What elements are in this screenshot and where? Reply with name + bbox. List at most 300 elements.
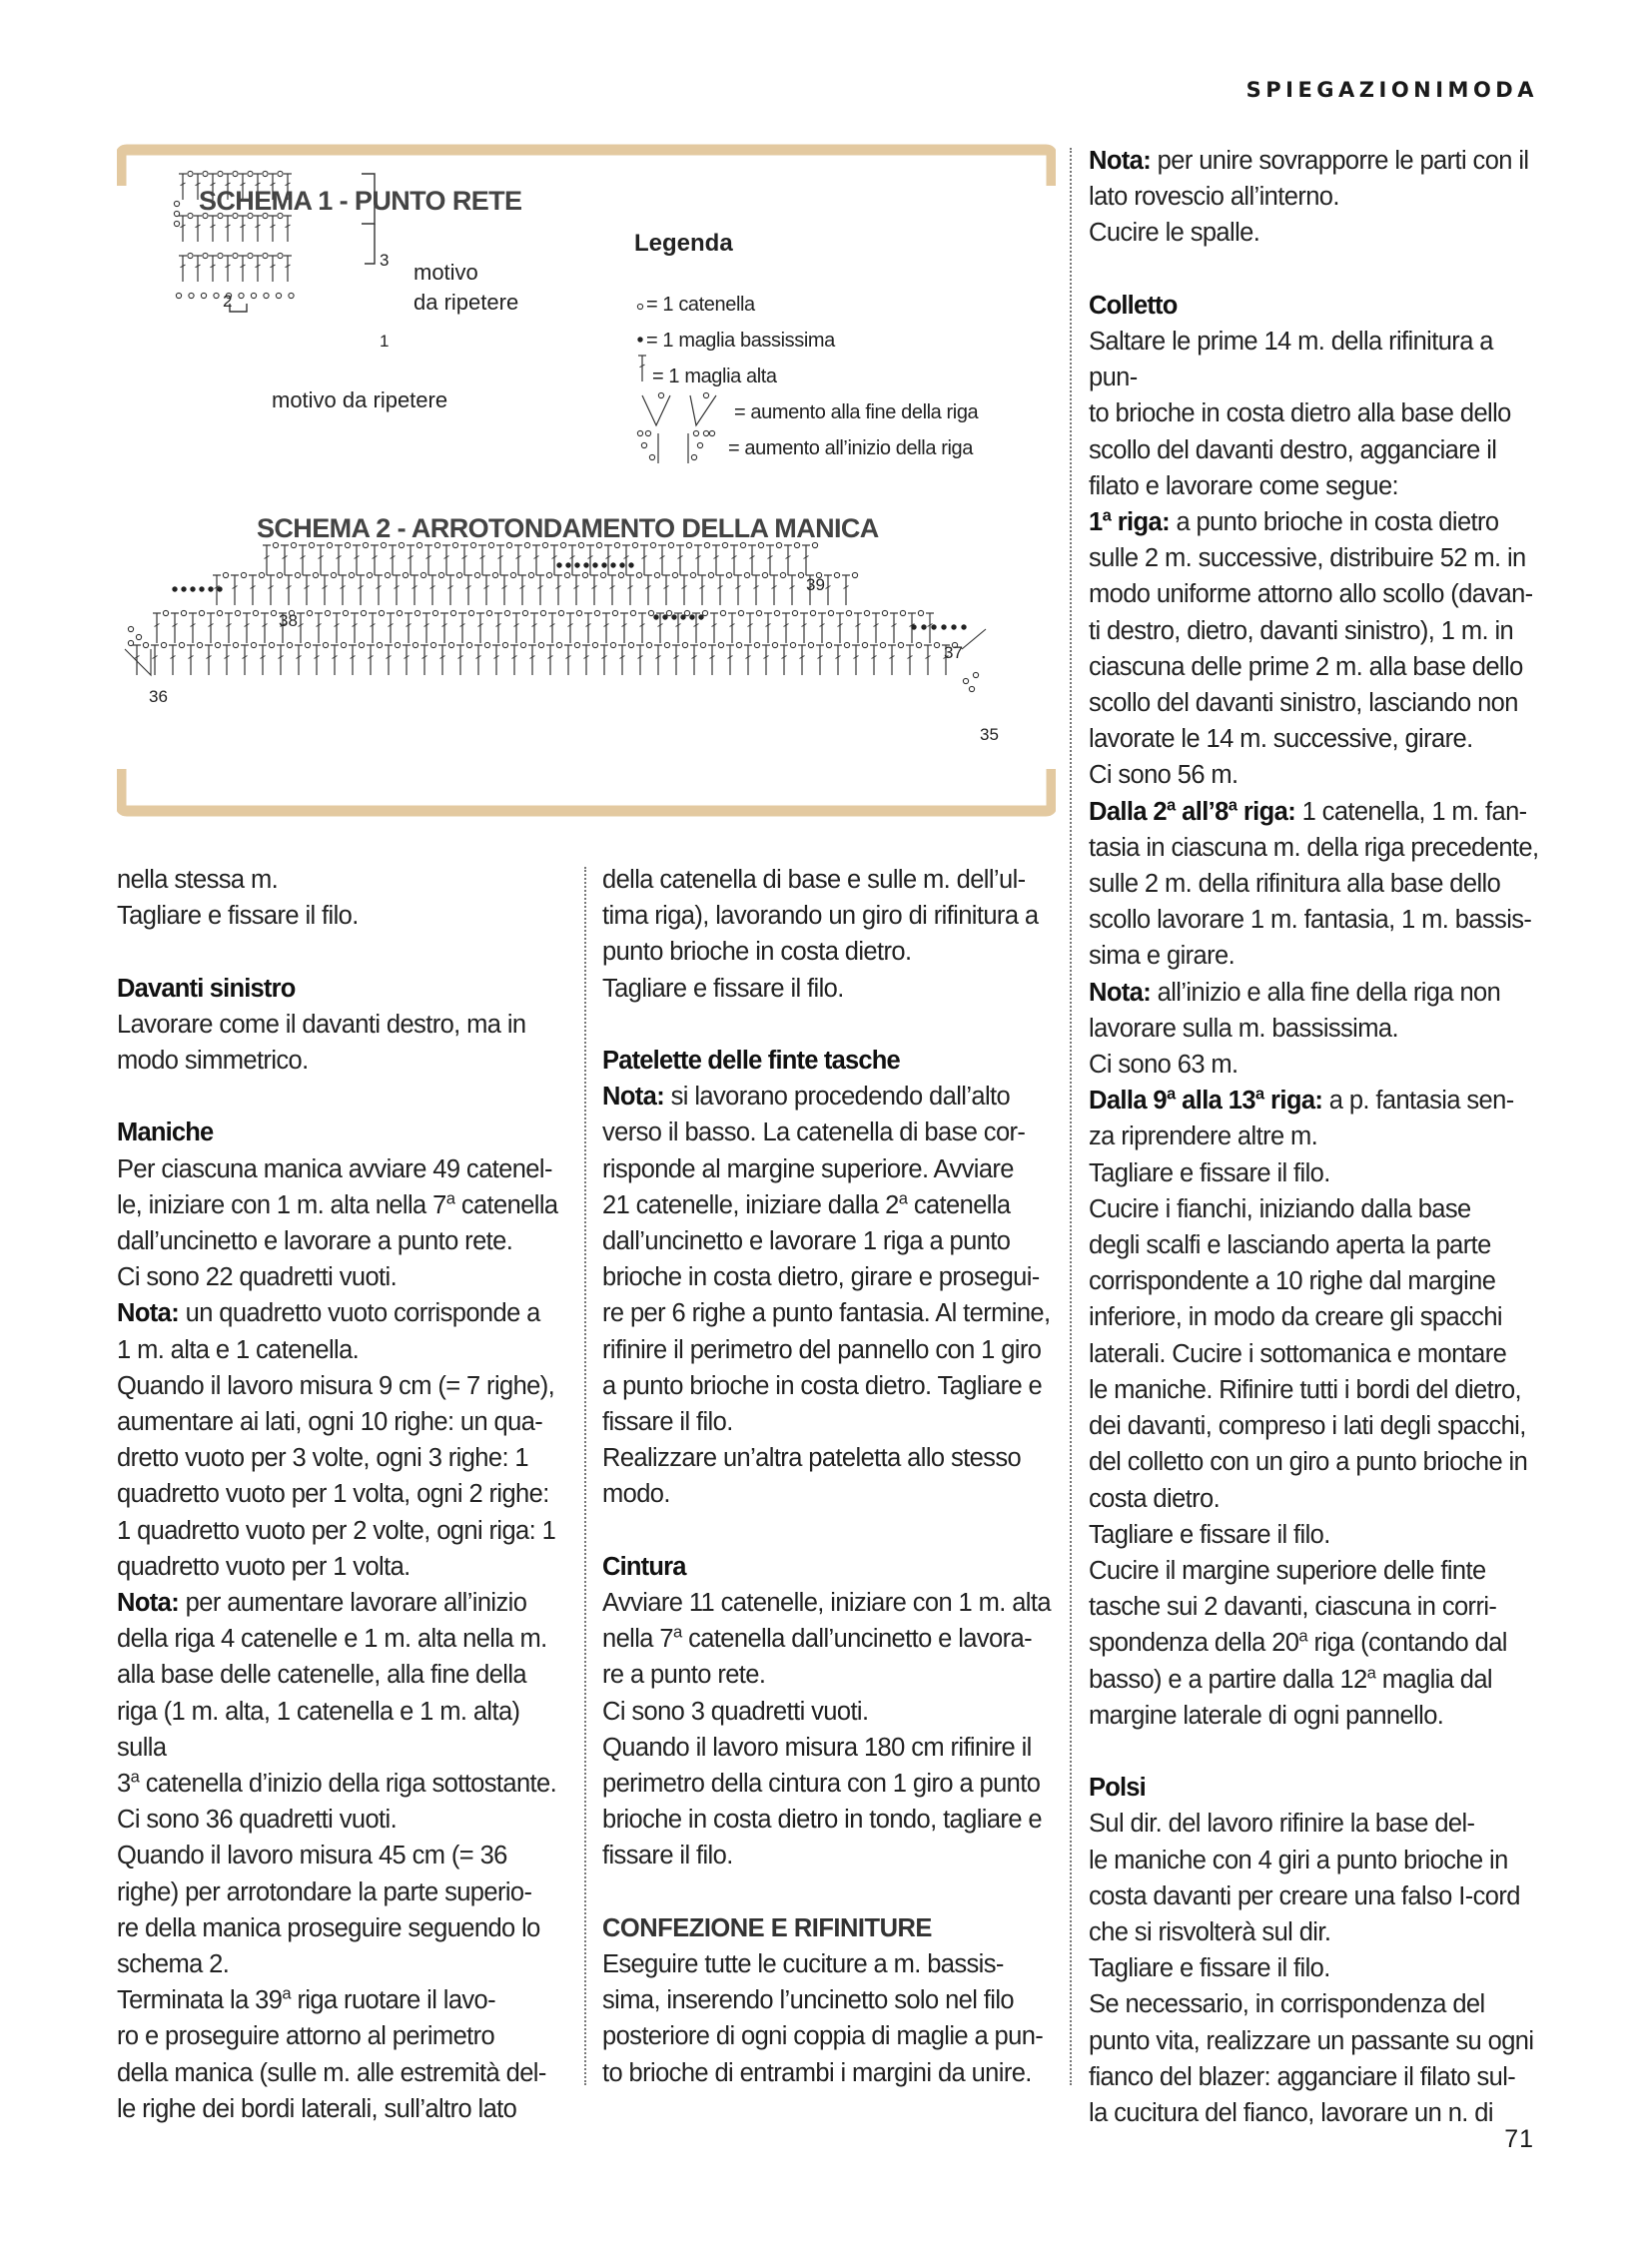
schema2-row-39: 39	[806, 575, 825, 594]
text-line: Cucire le spalle.	[1089, 219, 1260, 248]
double-crochet-symbol	[207, 613, 215, 643]
legend-item-alta: = 1 maglia alta	[652, 366, 777, 387]
text-line: tasia in ciascuna m. della riga precedente,	[1089, 833, 1539, 862]
chain-stitch-symbol	[343, 610, 348, 615]
slip-stitch-symbol	[583, 562, 588, 567]
slip-stitch-symbol	[689, 614, 694, 619]
chain-stitch-symbol	[738, 610, 743, 615]
chain-stitch-symbol	[379, 610, 384, 615]
chain-stitch-symbol	[540, 610, 545, 615]
double-crochet-symbol	[654, 645, 662, 675]
chain-stitch-symbol	[323, 642, 328, 647]
double-crochet-symbol	[618, 645, 626, 675]
text-line: rifinire il perimetro del pannello con 1 giro	[602, 1335, 1042, 1364]
chain-stitch-symbol	[233, 253, 238, 258]
double-crochet-symbol	[708, 645, 716, 675]
paragraph-gap	[1089, 252, 1540, 288]
text-line: Terminata la 39$^a$ riga ruotare il lavo-	[117, 1983, 496, 2015]
paragraph-gap	[117, 1079, 568, 1115]
chain-stitch-symbol	[810, 610, 815, 615]
double-crochet-symbol	[834, 645, 842, 675]
double-crochet-symbol	[351, 613, 359, 643]
chain-stitch-symbol	[649, 454, 654, 459]
text-line: le maniche. Rifinire tutti i bordi del dietro,	[1089, 1375, 1522, 1404]
text-line: Tagliare e fissare il filo.	[117, 902, 359, 931]
text-line: Nota: all’inizio e alla fine della riga non	[1089, 978, 1501, 1007]
chain-stitch-symbol	[188, 171, 193, 176]
double-crochet-symbol	[241, 645, 249, 675]
chain-stitch-symbol	[682, 642, 687, 647]
chain-stitch-symbol	[432, 610, 437, 615]
chain-stitch-symbol	[637, 304, 642, 309]
text-line: lavorate le 14 m. successive, girare.	[1089, 725, 1473, 754]
text-line: scollo del davanti sinistro, lasciando non	[1089, 689, 1518, 718]
double-crochet-symbol	[205, 645, 213, 675]
text-column-3	[1089, 143, 1540, 2131]
double-crochet-symbol	[710, 613, 718, 643]
text-line: Lavorare come il davanti destro, ma in	[117, 1010, 526, 1039]
slip-stitch-symbol	[601, 562, 606, 567]
chain-stitch-symbol	[790, 642, 795, 647]
double-crochet-symbol	[608, 575, 616, 605]
double-crochet-symbol	[151, 645, 159, 675]
double-crochet-symbol	[602, 613, 610, 643]
double-crochet-symbol	[187, 645, 195, 675]
double-crochet-symbol	[339, 575, 347, 605]
text-line: Quando il lavoro misura 180 cm rifinire il	[602, 1733, 1032, 1762]
text-line: basso) e a partire dalla 12$^a$ maglia dal	[1089, 1663, 1492, 1694]
double-crochet-symbol	[640, 545, 648, 575]
paragraph-gap	[602, 1007, 1054, 1043]
double-crochet-symbol	[259, 645, 267, 675]
double-crochet-symbol	[752, 575, 760, 605]
chain-stitch-symbol	[556, 642, 561, 647]
chain-stitch-symbol	[756, 610, 761, 615]
text-line: ro e proseguire attorno al perimetro	[117, 2022, 495, 2051]
chain-stitch-symbol	[641, 442, 646, 447]
chain-stitch-symbol	[341, 642, 346, 647]
chain-stitch-symbol	[259, 572, 264, 577]
chain-stitch-symbol	[403, 572, 408, 577]
double-crochet-symbol	[870, 645, 878, 675]
double-crochet-symbol	[730, 545, 738, 575]
schema1-da-ripetere-label: da ripetere	[413, 290, 519, 315]
chain-stitch-symbol	[188, 213, 193, 218]
chain-stitch-symbol	[916, 642, 921, 647]
double-crochet-symbol	[460, 545, 468, 575]
schema2-row-38: 38	[279, 611, 298, 630]
chain-stitch-symbol	[264, 293, 269, 298]
double-crochet-symbol	[389, 545, 397, 575]
double-crochet-symbol	[662, 575, 670, 605]
double-crochet-symbol	[852, 645, 860, 675]
chain-stitch-symbol	[648, 610, 653, 615]
double-crochet-symbol	[269, 216, 277, 242]
chain-stitch-symbol	[287, 642, 292, 647]
double-crochet-symbol	[658, 545, 666, 575]
double-crochet-symbol	[906, 645, 914, 675]
chain-stitch-symbol	[558, 610, 563, 615]
chain-stitch-symbol	[430, 642, 435, 647]
double-crochet-symbol	[638, 613, 646, 643]
double-crochet-symbol	[428, 575, 436, 605]
double-crochet-symbol	[532, 545, 540, 575]
text-line: costa dietro.	[1089, 1484, 1221, 1513]
slip-stitch-symbol	[610, 562, 615, 567]
schema1-row-1: 1	[380, 332, 390, 351]
chain-stitch-symbol	[772, 642, 777, 647]
double-crochet-symbol	[225, 613, 233, 643]
text-line: a punto brioche in costa dietro. Tagliare e	[602, 1371, 1043, 1400]
text-line: riga (1 m. alta, 1 catenella e 1 m. alta) sulla	[117, 1697, 520, 1762]
section-heading: CONFEZIONE E RIFINITURE	[602, 1913, 932, 1942]
double-crochet-symbol	[816, 645, 824, 675]
increase-start-symbol	[637, 430, 714, 463]
double-crochet-symbol	[510, 645, 518, 675]
double-crochet-symbol	[297, 613, 305, 643]
slip-stitch-symbol	[619, 562, 624, 567]
chain-stitch-symbol	[251, 293, 256, 298]
chain-stitch-symbol	[486, 610, 491, 615]
chain-stitch-symbol	[278, 171, 283, 176]
double-crochet-symbol	[518, 575, 526, 605]
double-crochet-symbol	[572, 575, 580, 605]
text-line: aumentare ai lati, ogni 10 righe: un qua-	[117, 1408, 543, 1437]
double-crochet-symbol	[403, 645, 411, 675]
text-line: Quando il lavoro misura 45 cm (= 36	[117, 1842, 507, 1870]
chain-stitch-symbol	[522, 610, 527, 615]
double-crochet-symbol	[638, 356, 646, 381]
double-crochet-symbol	[424, 545, 432, 575]
chain-stitch-symbol	[898, 642, 903, 647]
text-line: Saltare le prime 14 m. della rifinitura a pun-	[1089, 328, 1493, 392]
chain-stitch-symbol	[468, 610, 473, 615]
chain-stitch-symbol	[450, 610, 455, 615]
slip-stitch-symbol	[574, 562, 579, 567]
double-crochet-symbol	[788, 575, 796, 605]
double-crochet-symbol	[284, 216, 292, 242]
double-crochet-symbol	[194, 216, 202, 242]
chain-stitch-symbol	[197, 642, 202, 647]
double-crochet-symbol	[802, 545, 810, 575]
chain-stitch-symbol	[664, 642, 669, 647]
double-crochet-symbol	[456, 645, 464, 675]
double-crochet-symbol	[680, 575, 688, 605]
chain-stitch-symbol	[313, 572, 318, 577]
double-crochet-symbol	[209, 216, 217, 242]
chain-stitch-symbol	[349, 572, 354, 577]
double-crochet-symbol	[924, 645, 932, 675]
double-crochet-symbol	[780, 645, 788, 675]
text-line: Tagliare e fissare il filo.	[602, 974, 844, 1003]
chain-stitch-symbol	[510, 572, 515, 577]
text-line: schema 2.	[117, 1950, 230, 1979]
double-crochet-symbol	[285, 575, 293, 605]
text-line: fianco del blazer: agganciare il filato sul-	[1089, 2062, 1516, 2091]
double-crochet-symbol	[798, 645, 806, 675]
text-line: Cucire i fianchi, iniziando dalla base	[1089, 1194, 1471, 1223]
chain-stitch-symbol	[414, 610, 419, 615]
double-crochet-symbol	[267, 575, 275, 605]
double-crochet-symbol	[440, 613, 448, 643]
text-line: fissare il filo.	[602, 1842, 733, 1870]
text-line: Nota: si lavorano procedendo dall’alto	[602, 1083, 1011, 1112]
double-crochet-symbol	[690, 645, 698, 675]
chain-stitch-symbol	[217, 610, 222, 615]
schema1-motivo-bottom-label: motivo da ripetere	[272, 387, 448, 412]
slip-stitch-symbol	[671, 614, 676, 619]
text-line: sima e girare.	[1089, 942, 1236, 971]
chain-stitch-symbol	[798, 572, 803, 577]
text-line: punto brioche in costa dietro.	[602, 938, 912, 967]
chain-stitch-symbol	[239, 293, 244, 298]
double-crochet-symbol	[676, 545, 684, 575]
legend-item-aumento-fine: = aumento alla fine della riga	[734, 401, 979, 423]
text-line: Realizzare un’altra pateletta allo stesso	[602, 1444, 1022, 1473]
text-line: Ci sono 3 quadretti vuoti.	[602, 1697, 869, 1726]
chain-stitch-symbol	[241, 572, 246, 577]
chain-stitch-symbol	[174, 211, 179, 216]
double-crochet-symbol	[239, 256, 247, 282]
double-crochet-symbol	[169, 645, 177, 675]
chain-stitch-symbol	[492, 572, 497, 577]
double-crochet-symbol	[405, 613, 413, 643]
double-crochet-symbol	[536, 575, 544, 605]
chain-stitch-symbol	[174, 201, 179, 206]
motif-bracket	[230, 304, 247, 312]
double-crochet-symbol	[189, 613, 197, 643]
text-line: sulle 2 m. della rifinitura alla base dello	[1089, 870, 1501, 899]
double-crochet-symbol	[243, 613, 251, 643]
chain-stitch-symbol	[377, 642, 382, 647]
text-line: scollo del davanti destro, agganciare il	[1089, 435, 1497, 464]
double-crochet-symbol	[313, 645, 321, 675]
chain-stitch-symbol	[395, 642, 400, 647]
double-crochet-symbol	[694, 545, 702, 575]
chain-stitch-symbol	[174, 221, 179, 226]
text-line: ti destro, dietro, davanti sinistro), 1 m. in	[1089, 616, 1514, 645]
text-line: 1 quadretto vuoto per 2 volte, ogni riga: 1	[117, 1516, 556, 1545]
chain-stitch-symbol	[305, 642, 310, 647]
double-crochet-symbol	[299, 545, 307, 575]
schema1-row-2: 2	[223, 292, 233, 311]
text-line: 3$^a$ catenella d’inizio della riga sottostante.	[117, 1767, 557, 1799]
double-crochet-symbol	[284, 256, 292, 282]
edge-wedge	[962, 629, 986, 649]
double-crochet-symbol	[367, 645, 375, 675]
double-crochet-symbol	[626, 575, 634, 605]
chain-stitch-symbol	[934, 642, 939, 647]
double-crochet-symbol	[281, 545, 289, 575]
chain-stitch-symbol	[214, 293, 219, 298]
text-line: spondenza della 20$^a$ riga (contando dal	[1089, 1626, 1507, 1658]
text-line: degli scalfi e lasciando aperta la parte	[1089, 1231, 1491, 1260]
chain-stitch-symbol	[564, 572, 569, 577]
chain-stitch-symbol	[203, 253, 208, 258]
double-crochet-symbol	[333, 613, 341, 643]
chain-stitch-symbol	[233, 171, 238, 176]
chain-stitch-symbol	[720, 610, 725, 615]
double-crochet-symbol	[554, 575, 562, 605]
chain-stitch-symbol	[215, 642, 220, 647]
schema2-row-36: 36	[149, 687, 168, 706]
paragraph-gap	[602, 1874, 1054, 1910]
chain-stitch-symbol	[176, 293, 181, 298]
chain-stitch-symbol	[646, 642, 651, 647]
frame-top-bracket	[121, 150, 1052, 186]
double-crochet-symbol	[407, 545, 414, 575]
text-line: Eseguire tutte le cuciture a m. bassis-	[602, 1950, 1004, 1979]
chain-stitch-symbol	[397, 610, 402, 615]
chain-stitch-symbol	[251, 642, 256, 647]
chain-stitch-symbol	[882, 610, 887, 615]
chain-stitch-symbol	[413, 642, 417, 647]
chain-stitch-symbol	[654, 572, 659, 577]
chain-stitch-symbol	[504, 610, 509, 615]
double-crochet-symbol	[842, 575, 850, 605]
chain-stitch-symbol	[774, 610, 779, 615]
double-crochet-symbol	[800, 613, 808, 643]
double-crochet-symbol	[566, 613, 574, 643]
slip-stitch-symbol	[961, 624, 966, 629]
double-crochet-symbol	[636, 645, 644, 675]
legend-item-catenella: = 1 catenella	[646, 294, 755, 316]
double-crochet-symbol	[224, 256, 232, 282]
chain-stitch-symbol	[637, 430, 642, 435]
text-line: brioche in costa dietro in tondo, tagliare e	[602, 1806, 1042, 1835]
chain-stitch-symbol	[520, 642, 525, 647]
chain-stitch-symbol	[826, 642, 831, 647]
chain-stitch-symbol	[703, 430, 708, 435]
schema2-row-35: 35	[980, 725, 999, 744]
chain-stitch-symbol	[295, 572, 300, 577]
text-line: to brioche in costa dietro alla base dello	[1089, 399, 1511, 428]
slip-stitch-symbol	[662, 614, 667, 619]
chain-stitch-symbol	[697, 442, 702, 447]
chain-stitch-symbol	[474, 572, 479, 577]
double-crochet-symbol	[458, 613, 466, 643]
chain-stitch-symbol	[278, 253, 283, 258]
double-crochet-symbol	[335, 545, 343, 575]
text-line: Ci sono 56 m.	[1089, 761, 1239, 790]
column-separator	[584, 867, 586, 2085]
double-crochet-symbol	[770, 575, 778, 605]
double-crochet-symbol	[254, 256, 262, 282]
double-crochet-symbol	[369, 613, 377, 643]
chain-stitch-symbol	[780, 572, 785, 577]
motif-bracket	[365, 224, 375, 264]
section-heading: Colletto	[1089, 291, 1178, 320]
slip-stitch-symbol	[208, 586, 213, 591]
double-crochet-symbol	[349, 645, 357, 675]
chain-stitch-symbol	[179, 642, 184, 647]
chain-stitch-symbol	[502, 642, 507, 647]
double-crochet-symbol	[303, 575, 311, 605]
double-crochet-symbol	[620, 613, 628, 643]
text-line: Ci sono 22 quadretti vuoti.	[117, 1263, 398, 1292]
chain-stitch-symbol	[700, 642, 705, 647]
text-line: re a punto rete.	[602, 1661, 766, 1690]
text-line: Quando il lavoro misura 9 cm (= 7 righe),	[117, 1371, 555, 1400]
chain-stitch-symbol	[189, 293, 194, 298]
text-line: dretto vuoto per 3 volte, ogni 3 righe: 1	[117, 1444, 529, 1473]
chain-stitch-symbol	[744, 572, 749, 577]
chain-stitch-symbol	[636, 572, 641, 577]
chain-stitch-symbol	[484, 642, 489, 647]
legend-item-aumento-inizio: = aumento all’inizio della riga	[728, 437, 973, 459]
text-line: nella stessa m.	[117, 866, 279, 894]
double-crochet-symbol	[762, 645, 770, 675]
chain-stitch-symbol	[828, 610, 833, 615]
text-line: Nota: per aumentare lavorare all’inizio	[117, 1589, 527, 1618]
schema2-title: SCHEMA 2 - ARROTONDAMENTO DELLA MANICA	[257, 513, 879, 543]
double-crochet-symbol	[315, 613, 323, 643]
chain-stitch-symbol	[438, 572, 443, 577]
chain-stitch-symbol	[218, 171, 223, 176]
double-crochet-symbol	[269, 256, 277, 282]
chain-stitch-symbol	[726, 572, 731, 577]
legend-title: Legenda	[634, 230, 733, 257]
slip-stitch-symbol	[565, 562, 570, 567]
increase-end-symbol	[642, 392, 716, 425]
chain-stitch-symbol	[218, 253, 223, 258]
chain-stitch-symbol	[276, 293, 281, 298]
double-crochet-symbol	[254, 216, 262, 242]
chain-stitch-symbol	[846, 610, 851, 615]
double-crochet-symbol	[153, 613, 161, 643]
text-line: punto vita, realizzare un passante su ogni	[1089, 2026, 1534, 2055]
text-line: laterali. Cucire i sottomanica e montare	[1089, 1339, 1507, 1368]
chain-stitch-symbol	[466, 642, 471, 647]
chain-stitch-symbol	[188, 253, 193, 258]
chain-stitch-symbol	[456, 572, 461, 577]
double-crochet-symbol	[698, 575, 706, 605]
text-line: Ci sono 36 quadretti vuoti.	[117, 1806, 398, 1835]
double-crochet-symbol	[295, 645, 303, 675]
chain-stitch-symbol	[359, 642, 364, 647]
double-crochet-symbol	[494, 613, 502, 643]
double-crochet-symbol	[500, 575, 508, 605]
chain-stitch-symbol	[691, 454, 696, 459]
chain-stitch-symbol	[367, 572, 372, 577]
double-crochet-symbol	[331, 645, 339, 675]
double-crochet-symbol	[744, 645, 752, 675]
text-line: 21 catenelle, iniziare dalla 2$^a$ catenella	[602, 1188, 1011, 1219]
chain-stitch-symbol	[618, 572, 623, 577]
text-line: lato rovescio all’interno.	[1089, 183, 1339, 212]
text-line: lavorare sulla m. bassissima.	[1089, 1014, 1398, 1043]
text-line: posteriore di ogni coppia di maglie a pun-	[602, 2022, 1044, 2051]
double-crochet-symbol	[231, 575, 239, 605]
chain-stitch-symbol	[420, 572, 425, 577]
text-line: modo uniforme attorno allo scollo (davan-	[1089, 580, 1533, 609]
text-line: righe) per arrotondare la parte superio-	[117, 1877, 532, 1906]
double-crochet-symbol	[277, 645, 285, 675]
double-crochet-symbol	[854, 613, 862, 643]
chain-stitch-symbol	[610, 642, 615, 647]
chain-stitch-symbol	[201, 293, 206, 298]
text-line: za riprendere altre m.	[1089, 1122, 1318, 1151]
chain-stitch-symbol	[277, 572, 282, 577]
diagram-panel	[117, 144, 1056, 823]
double-crochet-symbol	[375, 575, 383, 605]
double-crochet-symbol	[261, 613, 269, 643]
chain-stitch-symbol	[331, 572, 336, 577]
chain-stitch-symbol	[582, 572, 587, 577]
double-crochet-symbol	[764, 613, 772, 643]
text-line: la cucitura del fianco, lavorare un n. di	[1089, 2098, 1493, 2127]
slip-stitch-symbol	[190, 586, 195, 591]
